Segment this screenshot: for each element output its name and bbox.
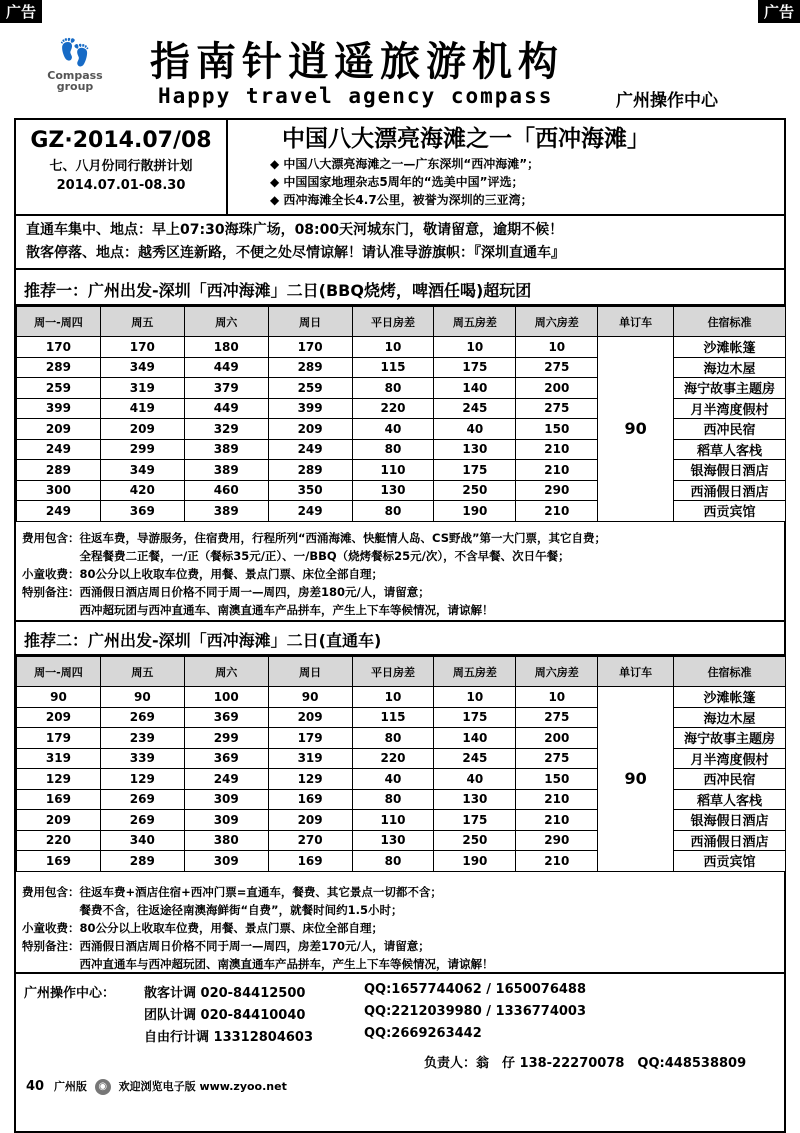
note-line: 全程餐费二正餐，一/正（餐标35元/正）、一/BBQ（烧烤餐标25元/次），不含早餐、次日午餐；	[22, 549, 570, 563]
price-cell: 449	[184, 357, 268, 378]
column-header: 住宿标准	[674, 307, 786, 337]
price-cell: 210	[516, 810, 598, 831]
price-cell: 90	[17, 687, 101, 708]
accommodation-cell: 海边木屋	[674, 707, 786, 728]
tour1-header	[16, 272, 784, 306]
price-cell: 380	[184, 830, 268, 851]
column-header: 住宿标准	[674, 657, 786, 687]
price-cell: 379	[184, 378, 268, 399]
column-header: 周日	[268, 657, 352, 687]
price-cell: 10	[352, 687, 434, 708]
page-number: 40	[26, 1079, 45, 1094]
price-cell: 350	[268, 480, 352, 501]
price-cell: 275	[516, 707, 598, 728]
car-price-cell: 90	[598, 687, 674, 872]
price-cell: 250	[434, 480, 516, 501]
price-cell: 169	[17, 851, 101, 872]
column-header: 周六房差	[516, 657, 598, 687]
accommodation-cell: 海边木屋	[674, 357, 786, 378]
table-row	[17, 687, 786, 708]
edition-label: 广州版	[53, 1080, 87, 1093]
car-price-cell: 90	[598, 337, 674, 522]
price-cell: 10	[434, 687, 516, 708]
plan-code-box	[16, 120, 228, 214]
price-cell: 369	[184, 748, 268, 769]
column-header: 周日	[268, 307, 352, 337]
price-cell: 420	[100, 480, 184, 501]
price-cell: 290	[516, 830, 598, 851]
manager-contact: 负责人：翁 仔 138-22270078 QQ:448538809	[424, 1056, 747, 1071]
price-cell: 369	[100, 501, 184, 522]
price-cell: 339	[100, 748, 184, 769]
ops-center-label: 广州操作中心	[616, 91, 718, 111]
price-cell: 319	[100, 378, 184, 399]
price-cell: 209	[17, 707, 101, 728]
price-cell: 299	[100, 439, 184, 460]
price-cell: 80	[352, 439, 434, 460]
price-cell: 179	[268, 728, 352, 749]
table-header-row	[17, 307, 786, 337]
price-cell: 220	[352, 398, 434, 419]
price-cell: 80	[352, 789, 434, 810]
price-cell: 180	[184, 337, 268, 358]
price-cell: 275	[516, 748, 598, 769]
price-cell: 169	[268, 851, 352, 872]
column-header: 周五	[100, 657, 184, 687]
flyer-body	[14, 118, 786, 1133]
price-cell: 250	[434, 830, 516, 851]
price-cell: 269	[100, 789, 184, 810]
plan-label: 七、八月份同行散拼计划	[49, 159, 193, 174]
price-cell: 200	[516, 378, 598, 399]
price-cell: 175	[434, 460, 516, 481]
price-cell: 115	[352, 707, 434, 728]
tour2-notes	[16, 880, 786, 976]
agency-title: 指南针逍遥旅游机构	[150, 38, 564, 85]
tour2-price-table	[16, 656, 786, 872]
price-cell: 210	[516, 439, 598, 460]
price-cell: 319	[17, 748, 101, 769]
note-line: 西冲超玩团与西冲直通车、南澳直通车产品拼车，产生上下车等候情况，请谅解！	[22, 603, 494, 617]
accommodation-cell: 月半湾度假村	[674, 748, 786, 769]
price-cell: 140	[434, 728, 516, 749]
price-cell: 249	[268, 439, 352, 460]
price-cell: 90	[268, 687, 352, 708]
note-line: 餐费不含，往返途径南澳海鲜街“自费”，就餐时间约1.5小时；	[22, 903, 403, 917]
price-cell: 209	[268, 419, 352, 440]
gathering-line-1: 直通车集中、地点：早上07:30海珠广场，08:00天河城东门，敬请留意，逾期不候！	[26, 222, 564, 238]
accommodation-cell: 西贡宾馆	[674, 851, 786, 872]
price-cell: 290	[516, 480, 598, 501]
price-cell: 129	[268, 769, 352, 790]
price-cell: 130	[434, 439, 516, 460]
note-line: 特别备注：西涌假日酒店周日价格不同于周一—周四，房差180元/人，请留意；	[22, 585, 430, 599]
note-line: 特别备注：西涌假日酒店周日价格不同于周一—周四，房差170元/人，请留意；	[22, 939, 430, 953]
price-cell: 150	[516, 419, 598, 440]
accommodation-cell: 沙滩帐篷	[674, 687, 786, 708]
price-cell: 399	[268, 398, 352, 419]
beach-intro	[230, 120, 784, 214]
price-cell: 239	[100, 728, 184, 749]
price-cell: 80	[352, 728, 434, 749]
contact-name-2: 团队计调 020-84410040	[144, 1008, 306, 1023]
price-cell: 80	[352, 501, 434, 522]
price-cell: 269	[100, 810, 184, 831]
note-line: 小童收费：80公分以上收取车位费，用餐、景点门票、床位全部自理；	[22, 921, 383, 935]
accommodation-cell: 稻草人客栈	[674, 439, 786, 460]
price-cell: 150	[516, 769, 598, 790]
footprints-icon: 👣	[58, 38, 92, 68]
ad-tag-left: 广告	[0, 0, 42, 23]
price-cell: 389	[184, 439, 268, 460]
contact-qq-1: QQ:1657744062 / 1650076488	[364, 982, 587, 997]
compass-logo	[40, 36, 110, 106]
header	[30, 22, 770, 114]
note-line: 西冲直通车与西冲超玩团、南澳直通车产品拼车，产生上下车等候情况，请谅解！	[22, 957, 494, 971]
note-line: 小童收费：80公分以上收取车位费，用餐、景点门票、床位全部自理；	[22, 567, 383, 581]
price-cell: 259	[17, 378, 101, 399]
price-cell: 289	[17, 357, 101, 378]
price-cell: 10	[352, 337, 434, 358]
price-cell: 130	[352, 830, 434, 851]
price-cell: 329	[184, 419, 268, 440]
tour1-price-table	[16, 306, 786, 522]
price-cell: 460	[184, 480, 268, 501]
price-cell: 129	[100, 769, 184, 790]
price-cell: 449	[184, 398, 268, 419]
price-cell: 210	[516, 501, 598, 522]
price-cell: 220	[17, 830, 101, 851]
contact-qq-2: QQ:2212039980 / 1336774003	[364, 1004, 587, 1019]
accommodation-cell: 海宁故事主题房	[674, 728, 786, 749]
ad-tag-right: 广告	[758, 0, 800, 23]
price-cell: 175	[434, 707, 516, 728]
plan-dates: 2014.07.01-08.30	[56, 178, 186, 193]
beach-bullets	[270, 155, 784, 209]
price-cell: 129	[17, 769, 101, 790]
price-cell: 340	[100, 830, 184, 851]
price-cell: 10	[516, 687, 598, 708]
price-cell: 175	[434, 810, 516, 831]
table-header-row	[17, 657, 786, 687]
tour1-notes	[16, 526, 786, 622]
price-cell: 249	[268, 501, 352, 522]
price-cell: 309	[184, 851, 268, 872]
table-row	[17, 337, 786, 358]
beach-title: 中国八大漂亮海滩之一「西冲海滩」	[282, 126, 650, 152]
bullet-item: ◆ 中国国家地理杂志5周年的“选美中国”评选；	[270, 173, 784, 191]
accommodation-cell: 西冲民宿	[674, 769, 786, 790]
price-cell: 209	[100, 419, 184, 440]
price-cell: 349	[100, 357, 184, 378]
price-cell: 130	[352, 480, 434, 501]
tour2-title: 推荐二：广州出发-深圳「西冲海滩」二日(直通车)	[24, 631, 382, 650]
price-cell: 110	[352, 460, 434, 481]
price-cell: 110	[352, 810, 434, 831]
price-cell: 270	[268, 830, 352, 851]
price-cell: 170	[17, 337, 101, 358]
accommodation-cell: 银海假日酒店	[674, 810, 786, 831]
price-cell: 115	[352, 357, 434, 378]
column-header: 平日房差	[352, 307, 434, 337]
column-header: 单订车	[598, 657, 674, 687]
gathering-line-2: 散客停落、地点：越秀区连新路，不便之处尽情谅解！请认准导游旗帜：『深圳直通车』	[26, 245, 565, 261]
price-cell: 10	[516, 337, 598, 358]
price-cell: 190	[434, 501, 516, 522]
price-cell: 275	[516, 357, 598, 378]
price-cell: 175	[434, 357, 516, 378]
tour2-header	[16, 620, 784, 656]
note-line: 费用包含：往返车费，导游服务，住宿费用，行程所列“西涌海滩、快艇情人岛、CS野战”第一大门票，其它自费；	[22, 531, 607, 545]
contact-section	[16, 972, 786, 1084]
column-header: 周五	[100, 307, 184, 337]
price-cell: 90	[100, 687, 184, 708]
price-cell: 169	[17, 789, 101, 810]
price-cell: 209	[268, 810, 352, 831]
price-cell: 210	[516, 460, 598, 481]
contact-label: 广州操作中心：	[24, 986, 116, 1001]
logo-text: Compass group	[47, 69, 103, 93]
price-cell: 209	[17, 810, 101, 831]
agency-english-title: Happy travel agency compass	[158, 84, 554, 108]
price-cell: 389	[184, 501, 268, 522]
accommodation-cell: 西涌假日酒店	[674, 830, 786, 851]
price-cell: 249	[17, 501, 101, 522]
price-cell: 289	[268, 357, 352, 378]
price-cell: 349	[100, 460, 184, 481]
price-cell: 40	[352, 419, 434, 440]
accommodation-cell: 稻草人客栈	[674, 789, 786, 810]
contact-name-1: 散客计调 020-84412500	[144, 986, 306, 1001]
price-cell: 299	[184, 728, 268, 749]
column-header: 周六	[184, 657, 268, 687]
accommodation-cell: 沙滩帐篷	[674, 337, 786, 358]
accommodation-cell: 海宁故事主题房	[674, 378, 786, 399]
accommodation-cell: 西贡宾馆	[674, 501, 786, 522]
magazine-logo-icon: ◉	[95, 1079, 111, 1095]
price-cell: 179	[17, 728, 101, 749]
price-cell: 259	[268, 378, 352, 399]
price-cell: 10	[434, 337, 516, 358]
accommodation-cell: 西涌假日酒店	[674, 480, 786, 501]
price-cell: 190	[434, 851, 516, 872]
price-cell: 300	[17, 480, 101, 501]
accommodation-cell: 月半湾度假村	[674, 398, 786, 419]
price-cell: 275	[516, 398, 598, 419]
price-cell: 389	[184, 460, 268, 481]
price-cell: 419	[100, 398, 184, 419]
column-header: 周五房差	[434, 657, 516, 687]
bullet-item: ◆ 中国八大漂亮海滩之一—广东深圳“西冲海滩”；	[270, 155, 784, 173]
price-cell: 200	[516, 728, 598, 749]
price-cell: 319	[268, 748, 352, 769]
column-header: 周一-周四	[17, 657, 101, 687]
footer-welcome: 欢迎浏览电子版 www.zyoo.net	[118, 1080, 287, 1093]
contact-qq-3: QQ:2669263442	[364, 1026, 482, 1041]
price-cell: 140	[434, 378, 516, 399]
price-cell: 170	[100, 337, 184, 358]
price-cell: 245	[434, 398, 516, 419]
price-cell: 220	[352, 748, 434, 769]
tour1-title: 推荐一：广州出发-深圳「西冲海滩」二日(BBQ烧烤，啤酒任喝)超玩团	[24, 281, 532, 300]
bullet-item: ◆ 西冲海滩全长4.7公里，被誉为深圳的三亚湾；	[270, 191, 784, 209]
price-cell: 249	[184, 769, 268, 790]
price-cell: 289	[268, 460, 352, 481]
price-cell: 169	[268, 789, 352, 810]
contact-name-3: 自由行计调 13312804603	[144, 1030, 314, 1045]
price-cell: 309	[184, 810, 268, 831]
intro-section	[16, 120, 784, 216]
price-cell: 209	[268, 707, 352, 728]
price-cell: 209	[17, 419, 101, 440]
price-cell: 309	[184, 789, 268, 810]
page-footer	[26, 1078, 287, 1095]
price-cell: 170	[268, 337, 352, 358]
price-cell: 210	[516, 789, 598, 810]
price-cell: 289	[17, 460, 101, 481]
column-header: 周一-周四	[17, 307, 101, 337]
accommodation-cell: 银海假日酒店	[674, 460, 786, 481]
price-cell: 289	[100, 851, 184, 872]
note-line: 费用包含：往返车费+酒店住宿+西冲门票=直通车，餐费、其它景点一切都不含；	[22, 885, 442, 899]
column-header: 平日房差	[352, 657, 434, 687]
price-cell: 369	[184, 707, 268, 728]
accommodation-cell: 西冲民宿	[674, 419, 786, 440]
price-cell: 399	[17, 398, 101, 419]
price-cell: 269	[100, 707, 184, 728]
price-cell: 130	[434, 789, 516, 810]
price-cell: 80	[352, 851, 434, 872]
price-cell: 40	[352, 769, 434, 790]
price-cell: 245	[434, 748, 516, 769]
column-header: 周六房差	[516, 307, 598, 337]
column-header: 单订车	[598, 307, 674, 337]
column-header: 周六	[184, 307, 268, 337]
price-cell: 249	[17, 439, 101, 460]
price-cell: 40	[434, 769, 516, 790]
price-cell: 40	[434, 419, 516, 440]
column-header: 周五房差	[434, 307, 516, 337]
price-cell: 210	[516, 851, 598, 872]
price-cell: 100	[184, 687, 268, 708]
gathering-info	[16, 216, 784, 270]
plan-code: GZ·2014.07/08	[30, 128, 212, 153]
price-cell: 80	[352, 378, 434, 399]
